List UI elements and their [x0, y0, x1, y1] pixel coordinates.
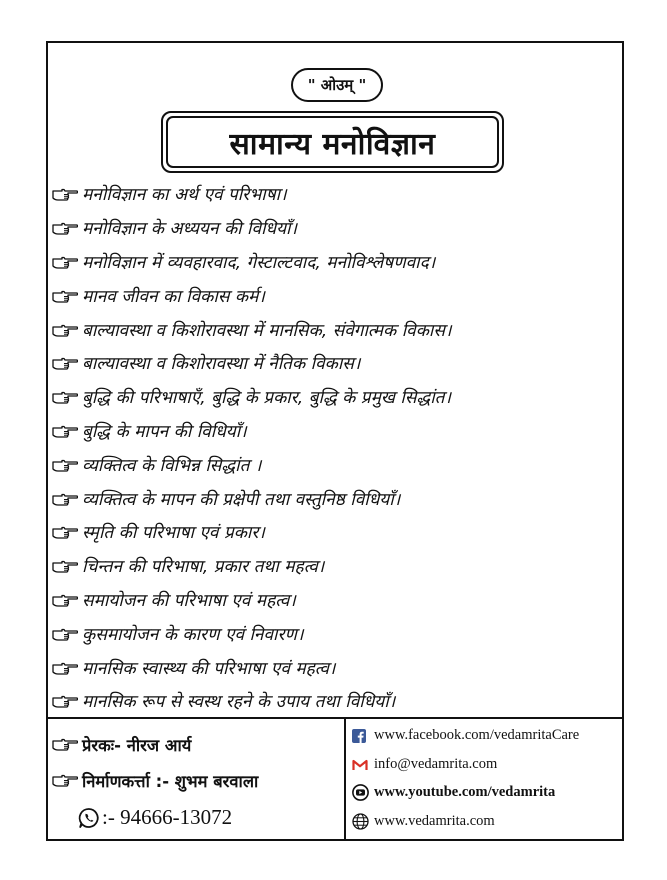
youtube-link[interactable]: www.youtube.com/vedamrita — [374, 784, 556, 800]
topic-list — [52, 178, 620, 719]
topic-text: चिन्तन की परिभाषा, प्रकार तथा महत्व। — [82, 557, 325, 578]
facebook-row[interactable] — [352, 727, 579, 744]
pointing-hand-icon — [52, 357, 82, 370]
youtube-row[interactable] — [352, 784, 555, 801]
list-item — [52, 381, 620, 415]
topic-text: समायोजन की परिभाषा एवं महत्व। — [82, 590, 296, 611]
footer — [48, 717, 622, 841]
globe-icon — [352, 813, 374, 830]
pointing-hand-icon — [52, 695, 82, 708]
footer-links — [344, 719, 624, 841]
pointing-hand-icon — [52, 425, 82, 438]
whatsapp-icon — [78, 807, 100, 829]
page-title: सामान्य मनोविज्ञान — [166, 116, 499, 168]
pointing-hand-icon — [52, 662, 82, 675]
list-item — [52, 212, 620, 246]
topic-text: स्मृति की परिभाषा एवं प्रकार। — [82, 523, 265, 544]
motivator-text: प्रेरकः- नीरज आर्य — [82, 736, 192, 755]
pointing-hand-icon — [52, 256, 82, 269]
topic-text: मनोविज्ञान में व्यवहारवाद, गेस्टाल्टवाद, मनोविश्लेषणवाद। — [82, 252, 436, 273]
creator-text: निर्माणकर्त्ता :- शुभम बरवाला — [82, 772, 259, 791]
list-item — [52, 617, 620, 651]
pointing-hand-icon — [52, 459, 82, 472]
website-row[interactable] — [352, 813, 495, 830]
pointing-hand-icon — [52, 391, 82, 404]
list-item — [52, 482, 620, 516]
email-row[interactable] — [352, 756, 497, 773]
pointing-hand-icon — [52, 290, 82, 303]
list-item — [52, 347, 620, 381]
pointing-hand-icon — [52, 526, 82, 539]
footer-credits — [48, 719, 344, 841]
topic-text: बुद्धि की परिभाषाएँ, बुद्धि के प्रकार, बुद्धि के प्रमुख सिद्धांत। — [82, 388, 451, 409]
pointing-hand-icon — [52, 493, 82, 506]
facebook-link[interactable]: www.facebook.com/vedamritaCare — [374, 727, 580, 743]
list-item — [52, 246, 620, 280]
list-item — [52, 415, 620, 449]
mail-icon — [352, 759, 374, 771]
list-item — [52, 516, 620, 550]
title-box — [161, 111, 504, 173]
topic-text: बुद्धि के मापन की विधियाँ। — [82, 421, 247, 442]
pointing-hand-icon — [52, 560, 82, 573]
motivator-row — [52, 733, 191, 756]
list-item — [52, 178, 620, 212]
pointing-hand-icon — [52, 774, 82, 787]
website-link[interactable]: www.vedamrita.com — [374, 813, 495, 829]
topic-text: मानसिक रूप से स्वस्थ रहने के उपाय तथा विधियाँ। — [82, 692, 396, 713]
email-link[interactable]: info@vedamrita.com — [374, 756, 498, 772]
list-item — [52, 651, 620, 685]
topic-text: कुसमायोजन के कारण एवं निवारण। — [82, 624, 304, 645]
list-item — [52, 448, 620, 482]
list-item — [52, 550, 620, 584]
topic-text: मानव जीवन का विकास कर्म। — [82, 286, 265, 307]
topic-text: बाल्यावस्था व किशोरावस्था में नैतिक विकास। — [82, 354, 361, 375]
topic-text: व्यक्तित्व के मापन की प्रक्षेपी तथा वस्तुनिष्ठ विधियाँ। — [82, 489, 401, 510]
topic-text: व्यक्तित्व के विभिन्न सिद्धांत । — [82, 455, 262, 476]
pointing-hand-icon — [52, 628, 82, 641]
creator-row — [52, 769, 258, 792]
om-badge: " ओउम् " — [291, 68, 383, 102]
topic-text: मनोविज्ञान के अध्ययन की विधियाँ। — [82, 219, 298, 240]
pointing-hand-icon — [52, 188, 82, 201]
topic-text: मनोविज्ञान का अर्थ एवं परिभाषा। — [82, 185, 287, 206]
phone-number: :- 94666-13072 — [102, 805, 233, 829]
pointing-hand-icon — [52, 594, 82, 607]
phone-row — [78, 805, 232, 830]
list-item — [52, 584, 620, 618]
topic-text: मानसिक स्वास्थ्य की परिभाषा एवं महत्व। — [82, 658, 336, 679]
list-item — [52, 685, 620, 719]
facebook-icon — [352, 729, 374, 743]
pointing-hand-icon — [52, 324, 82, 337]
topic-text: बाल्यावस्था व किशोरावस्था में मानसिक, संवेगात्मक विकास। — [82, 320, 452, 341]
pointing-hand-icon — [52, 222, 82, 235]
list-item — [52, 313, 620, 347]
pointing-hand-icon — [52, 738, 82, 751]
list-item — [52, 279, 620, 313]
page-frame — [46, 41, 624, 841]
youtube-icon — [352, 784, 374, 801]
